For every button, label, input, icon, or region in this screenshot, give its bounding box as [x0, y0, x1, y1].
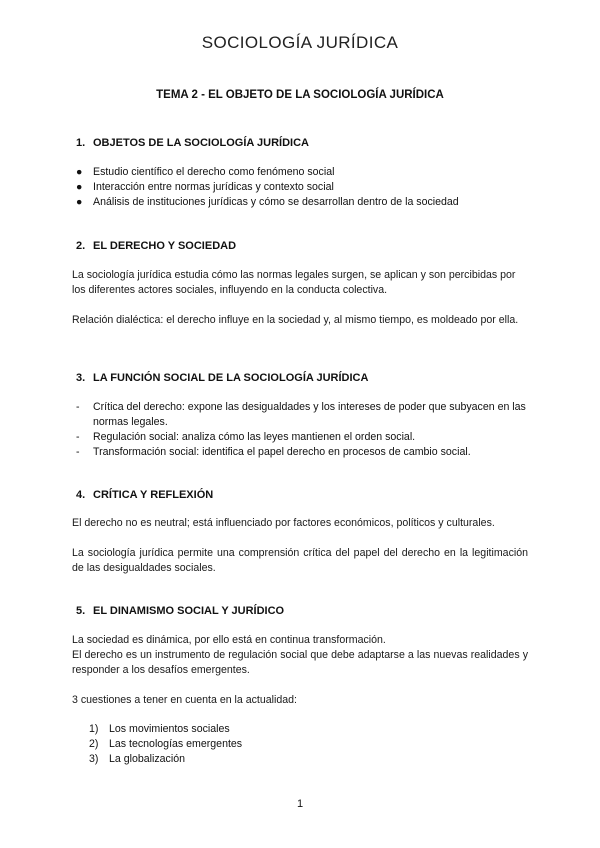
section-number: 2.: [76, 240, 86, 252]
section-2-paragraph-1: La sociología jurídica estudia cómo las normas legales surgen, se aplican y son percibidas por los diferentes actores sociales, influyendo en la conducta colectiva.: [72, 269, 516, 296]
page-number: 1: [296, 798, 304, 810]
dash-marker: -: [76, 431, 80, 443]
section-number: 1.: [76, 137, 86, 149]
section-4-paragraph-1: El derecho no es neutral; está influenciado por factores económicos, políticos y culturales.: [72, 517, 495, 529]
section-title: EL DINAMISMO SOCIAL Y JURÍDICO: [93, 605, 285, 617]
section-5-paragraph-2: 3 cuestiones a tener en cuenta en la actualidad:: [72, 694, 297, 706]
section-title: EL DERECHO Y SOCIEDAD: [93, 240, 237, 252]
section-5-paragraph-1a: La sociedad es dinámica, por ello está en continua transformación.: [72, 634, 386, 646]
section-2-paragraph-2: Relación dialéctica: el derecho influye en la sociedad y, al mismo tiempo, es moldeado por ella.: [72, 314, 519, 326]
section-2-heading: [76, 240, 236, 252]
document-title: TEMA 2 - EL OBJETO DE LA SOCIOLOGÍA JURÍDICA: [156, 89, 444, 101]
dash-marker: -: [76, 446, 80, 458]
section-5-heading: [76, 605, 284, 617]
list-item: ● Estudio científico el derecho como fenómeno social: [76, 166, 335, 178]
dash-marker: -: [76, 401, 80, 413]
list-item: 3) La globalización: [89, 753, 185, 765]
list-item: 1) Los movimientos sociales: [89, 723, 230, 735]
section-title: LA FUNCIÓN SOCIAL DE LA SOCIOLOGÍA JURÍDICA: [93, 372, 369, 384]
list-item: - Transformación social: identifica el papel derecho en procesos de cambio social.: [76, 446, 471, 458]
section-4-paragraph-2: La sociología jurídica permite una comprensión crítica del papel del derecho en la legitimación de las desigualdades sociales.: [72, 547, 528, 574]
document-header: SOCIOLOGÍA JURÍDICA: [201, 33, 399, 52]
list-item: - Regulación social: analiza cómo las leyes mantienen el orden social.: [76, 431, 416, 443]
list-item: 2) Las tecnologías emergentes: [89, 738, 243, 750]
section-1-heading: [76, 137, 309, 149]
section-number: 3.: [76, 372, 86, 384]
section-1-bullet-list: [76, 165, 528, 210]
section-number: 4.: [76, 489, 86, 501]
section-5-ordered-list: [89, 722, 242, 767]
bullet-icon: ●: [76, 166, 83, 178]
section-number: 5.: [76, 605, 86, 617]
list-item: ● Interacción entre normas jurídicas y contexto social: [76, 181, 334, 193]
section-3-heading: [76, 372, 368, 384]
section-title: CRÍTICA Y REFLEXIÓN: [93, 489, 214, 501]
section-title: OBJETOS DE LA SOCIOLOGÍA JURÍDICA: [93, 137, 309, 149]
list-item: ● Análisis de instituciones jurídicas y cómo se desarrollan dentro de la sociedad: [76, 196, 459, 208]
bullet-icon: ●: [76, 196, 83, 208]
list-item: - Crítica del derecho: expone las desigualdades y los intereses de poder que subyacen en las normas legales.: [76, 401, 526, 428]
section-5-paragraph-1b: El derecho es un instrumento de regulación social que debe adaptarse a las nuevas realidades y responder a los desafíos emergentes.: [72, 649, 528, 676]
section-3-dash-list: [76, 400, 528, 460]
section-4-heading: [76, 489, 213, 501]
bullet-icon: ●: [76, 181, 83, 193]
